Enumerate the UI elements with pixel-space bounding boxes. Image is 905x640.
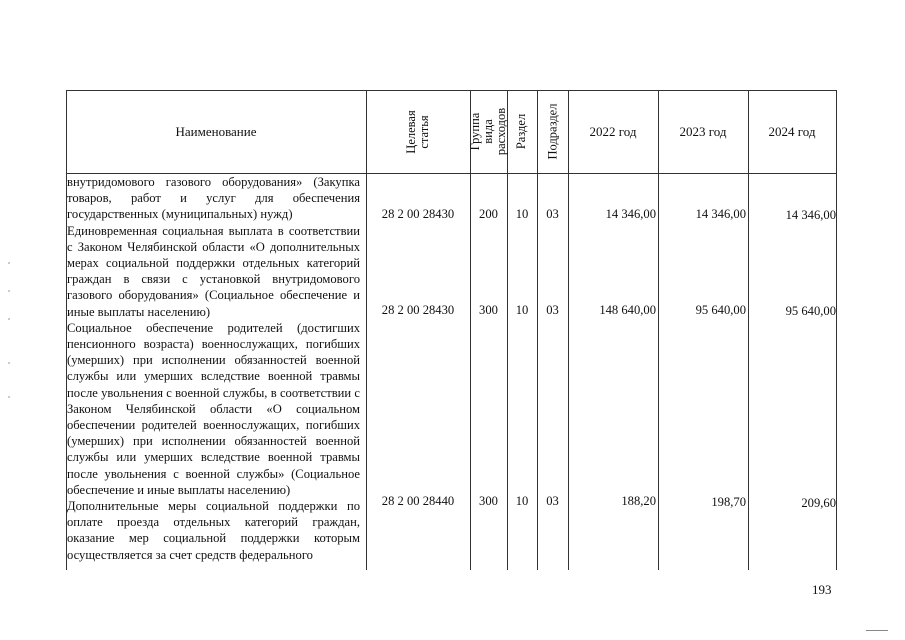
row-section: 10: [515, 303, 529, 317]
scan-dot: [8, 318, 10, 320]
scan-dot: [8, 396, 10, 398]
row-value-2024: 95 640,00: [785, 304, 836, 318]
row-subsection: 03: [546, 303, 559, 317]
header-2023: 2023 год: [679, 123, 727, 139]
row-group: 300: [479, 494, 498, 508]
page-number: 193: [812, 582, 832, 597]
row-value-2022: 14 346,00: [605, 207, 656, 221]
header-expense-group: [470, 90, 507, 173]
row-article: 28 2 00 28430: [381, 303, 455, 317]
header-section-label: Раздел: [514, 113, 529, 150]
scan-mark: [866, 630, 888, 631]
row-name: Дополнительные меры социальной поддержки по оплате проезда отдельных категорий граждан, оказание мер социальной поддержки которым осуществляется за счет средств федерального: [67, 499, 360, 562]
row-value-2024: 14 346,00: [785, 208, 836, 222]
row-value-2023: 14 346,00: [695, 207, 746, 221]
row-article: 28 2 00 28440: [381, 494, 455, 508]
header-2024: 2024 год: [768, 123, 816, 139]
row-value-2023: 95 640,00: [695, 303, 746, 317]
row-subsection: 03: [546, 494, 559, 508]
row-name: Единовременная социальная выплата в соответствии с Законом Челябинской области «О дополнительных мерах социальной поддержки отдельных категорий граждан в связи с установкой внутридомового газового оборудования» (Социальное обеспечение и иные выплаты населению): [67, 223, 360, 319]
header-target-article: [366, 90, 470, 173]
header-2022: 2022 год: [589, 123, 637, 139]
row-name: внутридомового газового оборудования» (Закупка товаров, работ и услуг для обеспечения государственных (муниципальных) нужд): [67, 175, 360, 222]
row-subsection: 03: [546, 207, 559, 221]
header-name: Наименование: [175, 123, 257, 139]
scan-dot: [8, 262, 10, 264]
row-name: Социальное обеспечение родителей (достигших пенсионного возраста) военнослужащих, погибших (умерших) при исполнении обязанностей военной службы или умерших вследствие военной травмы после увольнения с военной службы, в соответствии с Законом Челябинской области «О социальном обеспечении родителей военнослужащих, погибших (умерших) при исполнении обязанностей военной службы или умерших вследствие военной травмы после увольнения с военной службы» (Социальное обеспечение и иные выплаты населению): [67, 320, 360, 497]
row-section: 10: [515, 494, 529, 508]
row-group: 300: [479, 303, 498, 317]
row-value-2023: 198,70: [711, 495, 746, 509]
header-section: [507, 90, 537, 173]
scan-dot: [8, 290, 10, 292]
row-section: 10: [515, 207, 529, 221]
header-expense-group-label: Группа вида расходов: [468, 107, 509, 156]
scan-dot: [8, 362, 10, 364]
name-column: [67, 174, 360, 563]
row-value-2024: 209,60: [801, 496, 836, 510]
row-article: 28 2 00 28430: [381, 207, 455, 221]
header-subsection: [537, 90, 568, 173]
col-border: [836, 90, 837, 570]
row-value-2022: 148 640,00: [599, 303, 656, 317]
header-target-article-label: Целевая статья: [404, 109, 431, 154]
row-value-2022: 188,20: [621, 494, 656, 508]
header-subsection-label: Подраздел: [545, 103, 559, 160]
row-group: 200: [479, 207, 498, 221]
